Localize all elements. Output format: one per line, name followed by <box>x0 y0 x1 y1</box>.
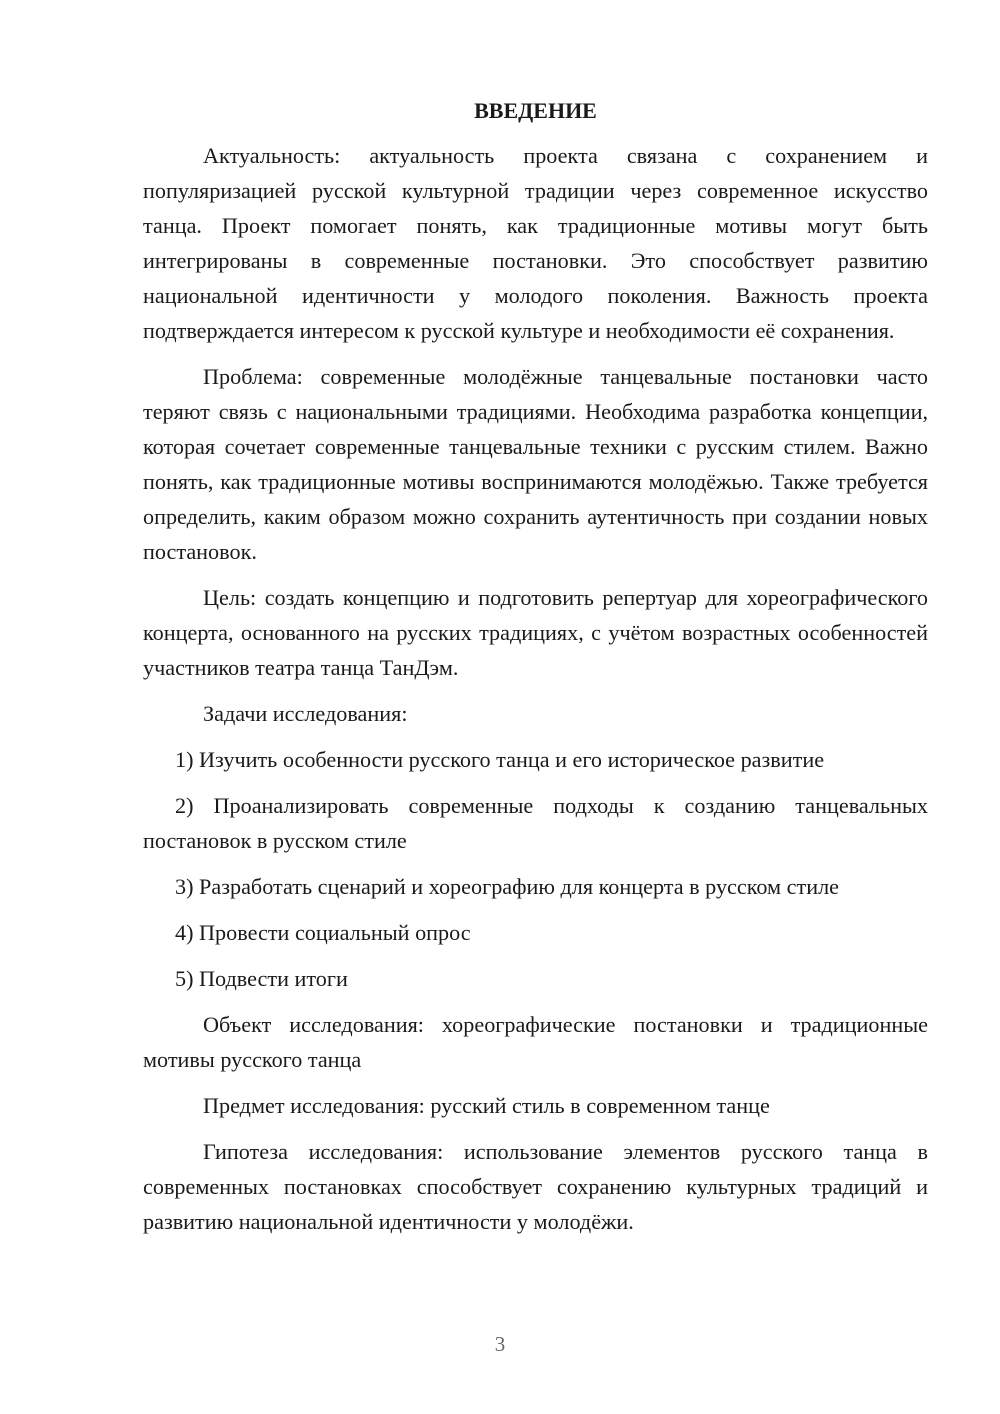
page-title: ВВЕДЕНИЕ <box>474 98 597 123</box>
paragraph-hypothesis: Гипотеза исследования: использование элементов русского танца в современных постановках способствует сохранению культурных традиций и развитию национальной идентичности у молодёжи. <box>143 1139 928 1234</box>
paragraph-object: Объект исследования: хореографические постановки и традиционные мотивы русского танца <box>143 1012 928 1072</box>
paragraph-problem: Проблема: современные молодёжные танцевальные постановки часто теряют связь с национальными традициями. Необходима разработка концепции, которая сочетает современные танцевальные техники с русским стилем. Важно понять, как традиционные мотивы воспринимаются молодёжью. Также требуется определить, каким образом можно сохранить аутентичность при создании новых постановок. <box>143 364 928 564</box>
paragraph-subject: Предмет исследования: русский стиль в современном танце <box>203 1093 770 1118</box>
document-page <box>143 95 928 1239</box>
task-item-5: 5) Подвести итоги <box>175 966 348 991</box>
paragraph-tasks-heading: Задачи исследования: <box>203 701 408 726</box>
task-item-4: 4) Провести социальный опрос <box>175 920 471 945</box>
paragraph-relevance: Актуальность: актуальность проекта связана с сохранением и популяризацией русской культурной традиции через современное искусство танца. Проект помогает понять, как традиционные мотивы могут быть интегрированы в современные постановки. Это способствует развитию национальной идентичности у молодого поколения. Важность проекта подтверждается интересом к русской культуре и необходимости её сохранения. <box>143 143 928 343</box>
task-item-2: 2) Проанализировать современные подходы к созданию танцевальных постановок в русском стиле <box>143 793 928 853</box>
page-number: 3 <box>494 1332 506 1356</box>
task-item-1: 1) Изучить особенности русского танца и его историческое развитие <box>175 747 825 772</box>
paragraph-goal: Цель: создать концепцию и подготовить репертуар для хореографического концерта, основанного на русских традициях, с учётом возрастных особенностей участников театра танца ТанДэм. <box>143 585 928 680</box>
task-item-3: 3) Разработать сценарий и хореографию для концерта в русском стиле <box>175 874 839 899</box>
